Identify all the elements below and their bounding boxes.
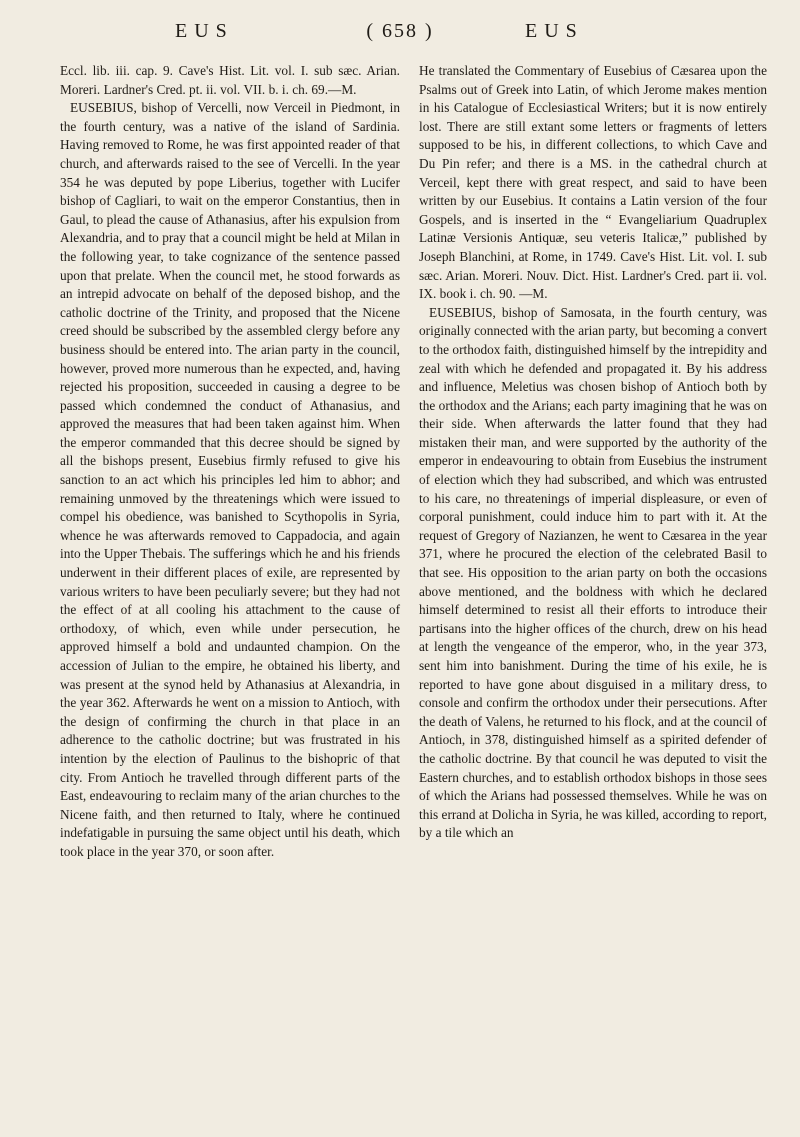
header-left-word: EUS [175,20,234,42]
header-right-word: EUS [525,20,584,42]
paragraph-eusebius-samosata: EUSEBIUS, bishop of Samosata, in the fourth century, was originally connected with the arian party, but becoming a convert to the orthodox faith, distinguished himself by the intrepidity and zeal with which he defended and propagated it. By his address and influence, Meletius was chosen bishop of Antioch both by the orthodox and the Arians; each party imagining that he was on their side. When afterwards the latter found that they had mistaken their man, and were supported by the authority of the emperor in endeavouring to obtain from Eusebius the instrument of election which they had subscribed, and which was entrusted to his care, no threatenings of imperial displeasure, or even of corporal punishment, could induce him to part with it. At the request of Gregory of Nazianzen, he went to Cæsarea in the year 371, where he procured the election of the celebrated Basil to that see. His opposition to the arian party on both the occasions above mentioned, and the boldness with which he declared himself determined to resist all their efforts to introduce their partisans into the higher offices of the church, drew on his head at length the vengeance of the emperor, who, in the year 373, sent him into banishment. During the time of his exile, he is reported to have gone about disguised in a military dress, to console and confirm the orthodox under their persecutions. After the death of Valens, he returned to his flock, and at the council of Antioch, in 378, distinguished himself as a spirited defender of the catholic doctrine. By that council he was deputed to visit the Eastern churches, and to establish orthodox bishops in those sees of which the Arians had possessed themselves. While he was on this errand at Dolicha in Syria, he was killed, according to report, by a tile which an [419,304,767,841]
page-number: ( 658 ) [366,20,434,42]
running-header [0,20,800,48]
paragraph-eusebius-vercelli-continued: He translated the Commentary of Eusebius of Cæsarea upon the Psalms out of Greek into Latin, of which Jerome makes mention in his Catalogue of Ecclesiastical Writers; but it is now entirely lost. There are still extant some letters or fragments of letters supposed to be his, in different collections, to which Cave and Du Pin refer; and there is a MS. in the cathedral church at Verceil, kept there with great respect, and said to have been written by our Eusebius. It contains a Latin version of the four Gospels, and is inserted in the “ Evangeliarium Quadruplex Latinæ Versionis Antiquæ, seu veteris Italicæ,” published by Joseph Blanchini, at Rome, in 1749. Cave's Hist. Lit. vol. I. sub sæc. Arian. Moreri. Nouv. Dict. Hist. Lardner's Cred. part ii. vol. IX. book i. ch. 90. —M. [419,63,767,302]
right-column [419,62,767,843]
left-column [60,62,400,862]
paragraph-references-eusebius-caesarea: Eccl. lib. iii. cap. 9. Cave's Hist. Lit. vol. I. sub sæc. Arian. Moreri. Lardner's Cred. pt. ii. vol. VII. b. i. ch. 69.—M. [60,63,400,97]
paragraph-eusebius-vercelli: EUSEBIUS, bishop of Vercelli, now Verceil in Piedmont, in the fourth century, was a native of the island of Sardinia. Having removed to Rome, he was first appointed reader of that church, and afterwards raised to the see of Vercelli. In the year 354 he was deputed by pope Liberius, together with Lucifer bishop of Cagliari, to wait on the emperor Constantius, then in Gaul, to plead the cause of Athanasius, after his expulsion from Alexandria, and to pray that a council might be held at Milan in the following year, to take cognizance of the sentence passed upon that prelate. When the council met, he stood forwards as an intrepid advocate on behalf of the deposed bishop, and the catholic doctrine of the Trinity, and proposed that the Nicene creed should be subscribed by the assembled clergy before any business should be entered into. The arian party in the council, however, proved more numerous than he expected, and, having rejected his proposition, succeeded in causing a degree to be passed which condemned the conduct of Athanasius, and approved the measures that had been taken against him. When the emperor commanded that this decree should be signed by all the bishops present, Eusebius firmly refused to give his sanction to an act which his principles led him to abhor; and remaining unmoved by the threatenings which were issued to compel his obedience, was banished to Scythopolis in Syria, whence he was afterwards removed to Cappadocia, and again into the Upper Thebais. The sufferings which he and his friends underwent in their different places of exile, are represented by various writers to have been peculiarly severe; but they had not the effect of at all cooling his attachment to the cause of orthodoxy, of which, even while under persecution, he approved himself a bold and undaunted champion. On the accession of Julian to the empire, he obtained his liberty, and was present at the synod held by Athanasius at Alexandria, in the year 362. Afterwards he went on a mission to Antioch, with the design of confirming the church in that place in an adherence to the catholic doctrine; but was frustrated in his intention by the election of Paulinus to the bishopric of that city. From Antioch he travelled through different parts of the East, endeavouring to reclaim many of the arian churches to the Nicene faith, and then returned to Italy, where he continued indefatigable in pursuing the same object until his death, which took place in the year 370, or soon after. [60,100,400,859]
